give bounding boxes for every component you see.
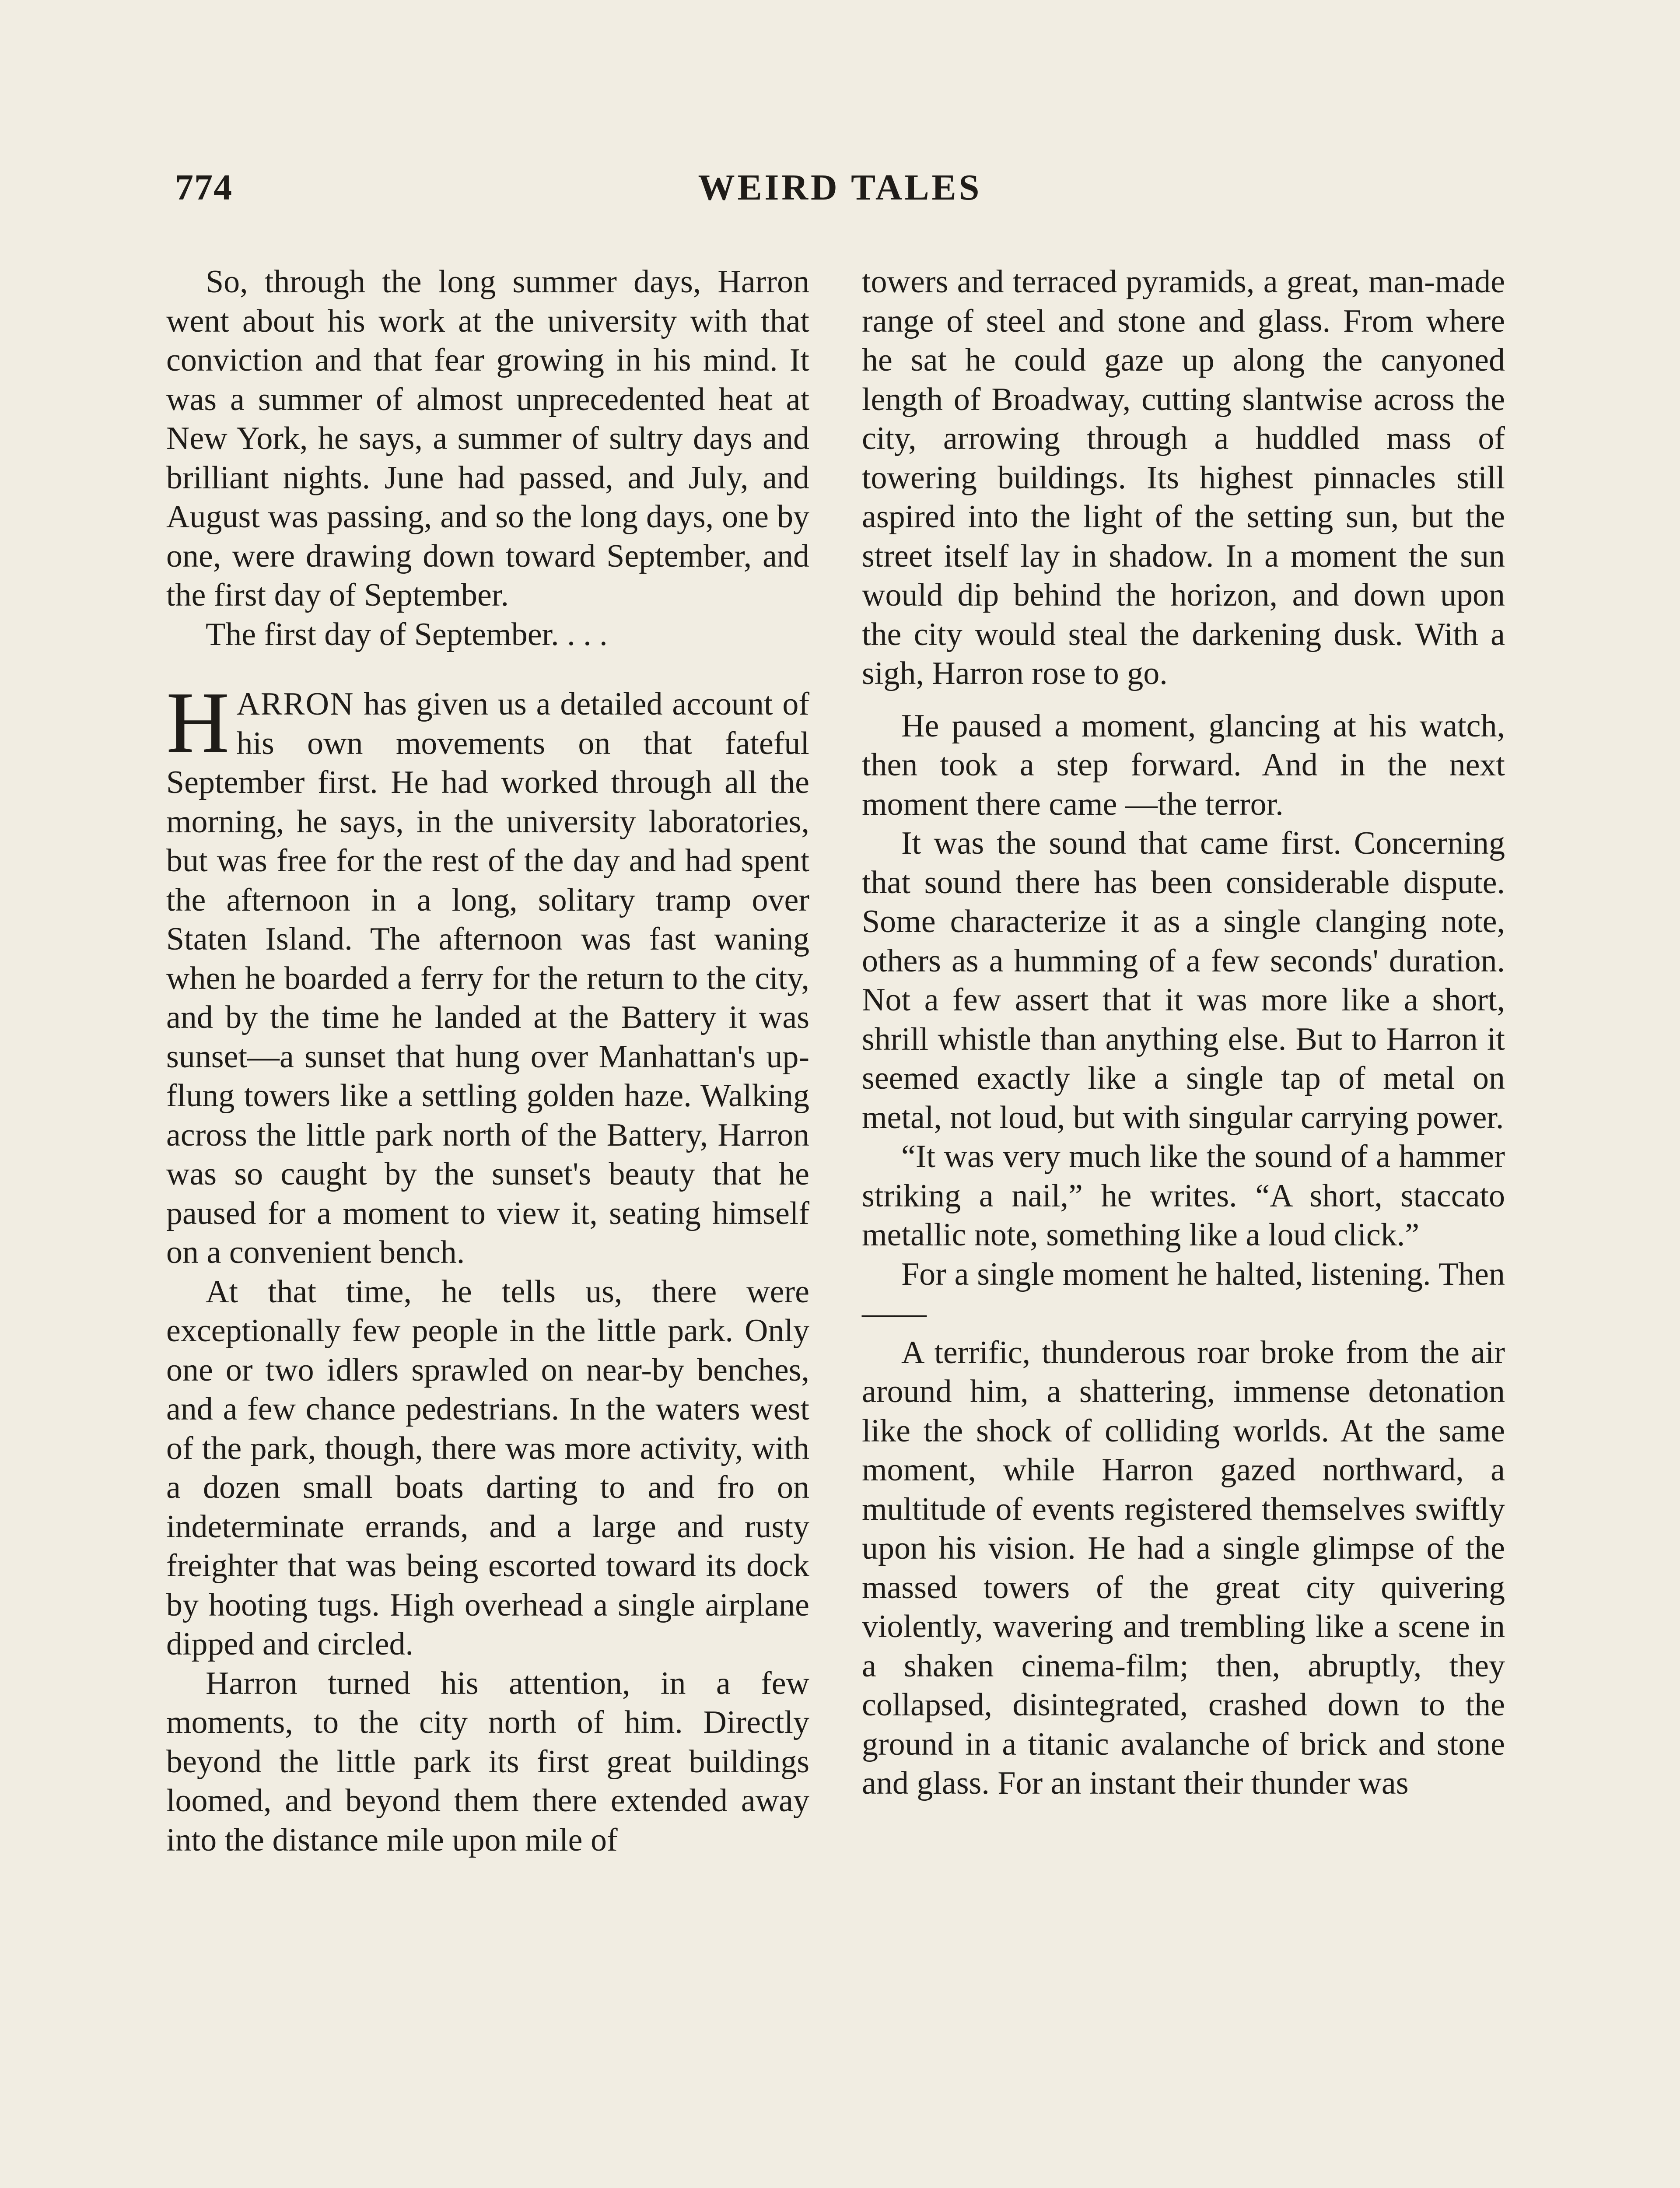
page-number: 774 [175, 167, 233, 208]
paragraph: It was the sound that came first. Concerning that sound there has been considerable dispute. Some characterize it as a single clanging note, others as a humming of a few seconds' duration. Not a few assert that it was more like a short, shrill whistle than anything else. But to Harron it seemed exactly like a single tap of metal on metal, not loud, but with singular carrying power. [862, 825, 1505, 1136]
section-opening-paragraph [166, 674, 809, 1273]
drop-cap-initial: H [166, 674, 230, 771]
paragraph: The first day of September. . . . [206, 616, 608, 652]
running-head: WEIRD TALES [698, 167, 982, 208]
paragraph: For a single moment he halted, listening. Then—— [862, 1256, 1505, 1331]
paragraph: “It was very much like the sound of a hammer striking a nail,” he writes. “A short, staccato metallic note, something like a loud click.” [862, 1139, 1505, 1253]
paragraph: Harron turned his attention, in a few moments, to the city north of him. Directly beyond the little park its first great buildings loomed, and beyond them there extended away into the distance mile upon mile of [166, 1665, 809, 1858]
page-header [0, 166, 1680, 219]
paragraph: So, through the long summer days, Harron went about his work at the university with that conviction and that fear growing in his mind. It was a summer of almost unprecedented heat at New York, he says, a summer of sultry days and brilliant nights. June had passed, and July, and August was passing, and so the long days, one by one, were drawing down toward September, and the first day of September. [166, 264, 809, 613]
paragraph: A terrific, thunderous roar broke from the air around him, a shattering, immense detonation like the shock of colliding worlds. At the same moment, while Harron gazed northward, a multitude of events registered themselves swiftly upon his vision. He had a single glimpse of the massed towers of the great city quivering violently, wavering and trembling like a scene in a shaken cinema-film; then, abruptly, they collapsed, disintegrated, crashed down to the ground in a titanic avalanche of brick and stone and glass. For an instant their thunder was [862, 1334, 1505, 1801]
small-caps-lead: ARRON [236, 686, 354, 722]
left-column [166, 263, 809, 1860]
paragraph-text: has given us a detailed account of his own movements on that fateful September first. He had worked through all the morning, he says, in the university laboratories, but was free for the rest of the day and had spent the afternoon in a long, solitary tramp over Staten Island. The afternoon was fast waning when he boarded a ferry for the return to the city, and by the time he landed at the Battery it was sunset—a sunset that hung over Manhattan's up-flung towers like a settling golden haze. Walking across the little park north of the Battery, Harron was so caught by the sunset's beauty that he paused for a moment to view it, seating himself on a convenient bench. [166, 686, 809, 1270]
paragraph-continued: towers and terraced pyramids, a great, man-made range of steel and stone and glass. From where he sat he could gaze up along the canyoned length of Broadway, cutting slantwise across the city, arrowing through a huddled mass of towering buildings. Its highest pinnacles still aspired into the light of the setting sun, but the street itself lay in shadow. In a moment the sun would dip behind the horizon, and down upon the city would steal the darkening dusk. With a sigh, Harron rose to go. [862, 264, 1505, 691]
paragraph: At that time, he tells us, there were exceptionally few people in the little park. Only one or two idlers sprawled on near-by benches, and a few chance pedestrians. In the waters west of the park, though, there was more activity, with a dozen small boats darting to and fro on indeterminate errands, and a large and rusty freighter that was being escorted toward its dock by hooting tugs. High overhead a single airplane dipped and circled. [166, 1273, 809, 1662]
right-column [862, 263, 1505, 1803]
paragraph: He paused a moment, glancing at his watch, then took a step forward. And in the next moment there came —the terror. [862, 708, 1505, 822]
